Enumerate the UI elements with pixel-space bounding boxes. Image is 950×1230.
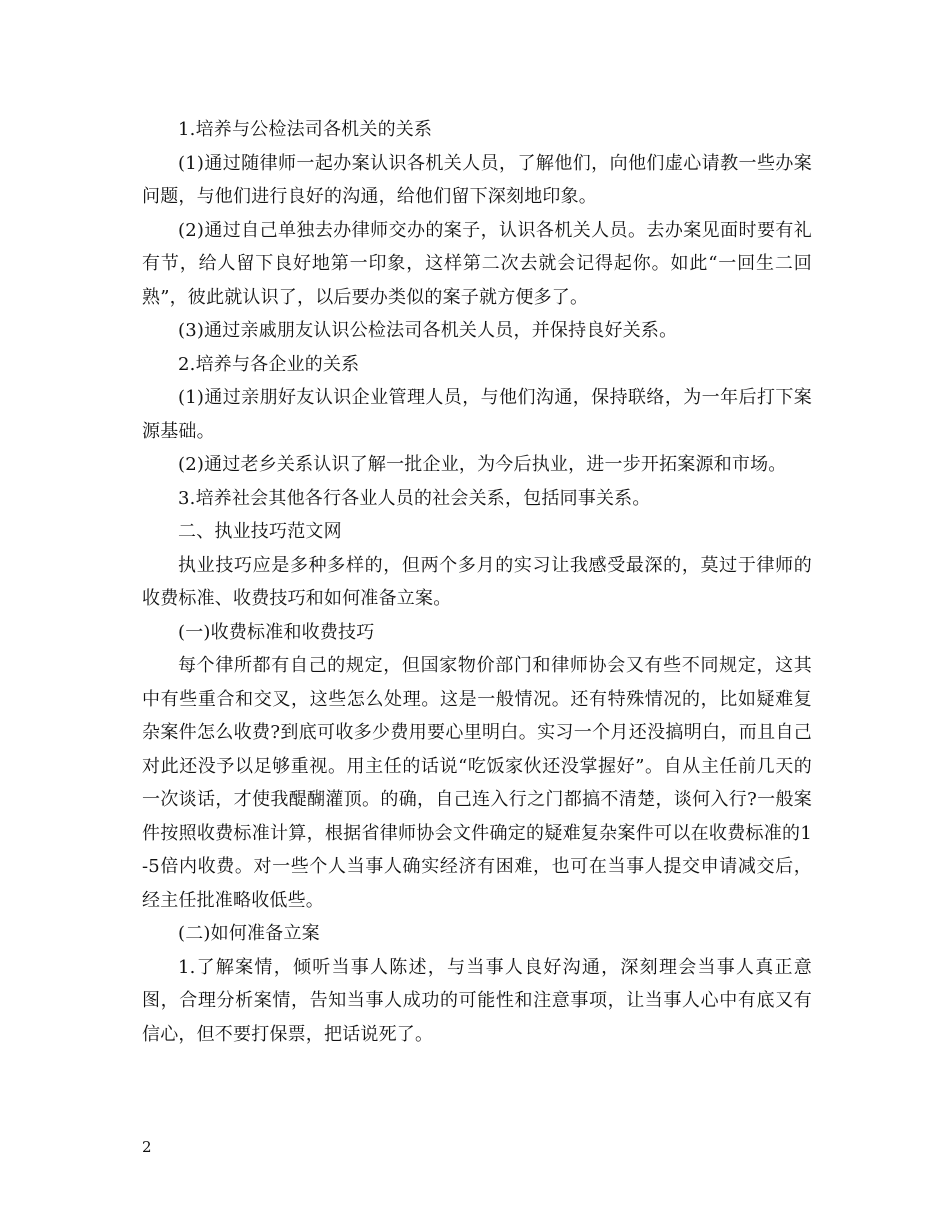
paragraph-2: (1)通过随律师一起办案认识各机关人员，了解他们，向他们虚心请教一些办案问题，与他们进行良好的沟通，给他们留下深刻地印象。 <box>142 152 812 207</box>
paragraph-4: (3)通过亲戚朋友认识公检法司各机关人员，并保持良好关系。 <box>178 320 678 341</box>
paragraph-7: (2)通过老乡关系认识了解一批企业，为今后执业，进一步开拓案源和市场。 <box>178 454 787 475</box>
section-heading: 二、执业技巧范文网 <box>178 521 342 542</box>
paragraph-6: (1)通过亲朋好友认识企业管理人员，与他们沟通，保持联络，为一年后打下案源基础。 <box>142 387 812 442</box>
page-number: 2 <box>142 1138 152 1156</box>
paragraph-5: 2.培养与各企业的关系 <box>178 353 360 375</box>
paragraph-10: 执业技巧应是多种多样的，但两个多月的实习让我感受最深的，莫过于律师的收费标准、收费技巧和如何准备立案。 <box>142 554 812 609</box>
paragraph-12: 每个律所都有自己的规定，但国家物价部门和律师协会又有些不同规定，这其中有些重合和交叉，这些怎么处理。这是一般情况。还有特殊情况的，比如疑难复杂案件怎么收费?到底可收多少费用要心里明白。实习一个月还没搞明白，而且自己对此还没予以足够重视。用主任的话说“吃饭家伙还没掌握好”。自从主任前几天的一次谈话，才使我醍醐灌顶。的确，自己连入行之门都搞不清楚，谈何入行?一般案件按照收费标准计算，根据省律师协会文件确定的疑难复杂案件可以在收费标准的1-5倍内收费。对一些个人当事人确实经济有困难，也可在当事人提交申请减交后，经主任批准略收低些。 <box>142 655 812 911</box>
paragraph-14: 1.了解案情，倾听当事人陈述，与当事人良好沟通，深刻理会当事人真正意图，合理分析案情，告知当事人成功的可能性和注意事项，让当事人心中有底又有信心，但不要打保票，把话说死了。 <box>142 956 812 1045</box>
document-body <box>142 113 812 1051</box>
paragraph-8: 3.培养社会其他各行各业人员的社会关系，包括同事关系。 <box>178 487 651 509</box>
subsection-heading-2: (二)如何准备立案 <box>178 923 320 944</box>
subsection-heading-1: (一)收费标准和收费技巧 <box>178 621 375 643</box>
paragraph-1: 1.培养与公检法司各机关的关系 <box>178 119 433 140</box>
paragraph-3: (2)通过自己单独去办律师交办的案子，认识各机关人员。去办案见面时要有礼有节，给人留下良好地第一印象，这样第二次去就会记得起你。如此“一回生二回熟”，彼此就认识了，以后要办类似的案子就方便多了。 <box>142 219 812 308</box>
